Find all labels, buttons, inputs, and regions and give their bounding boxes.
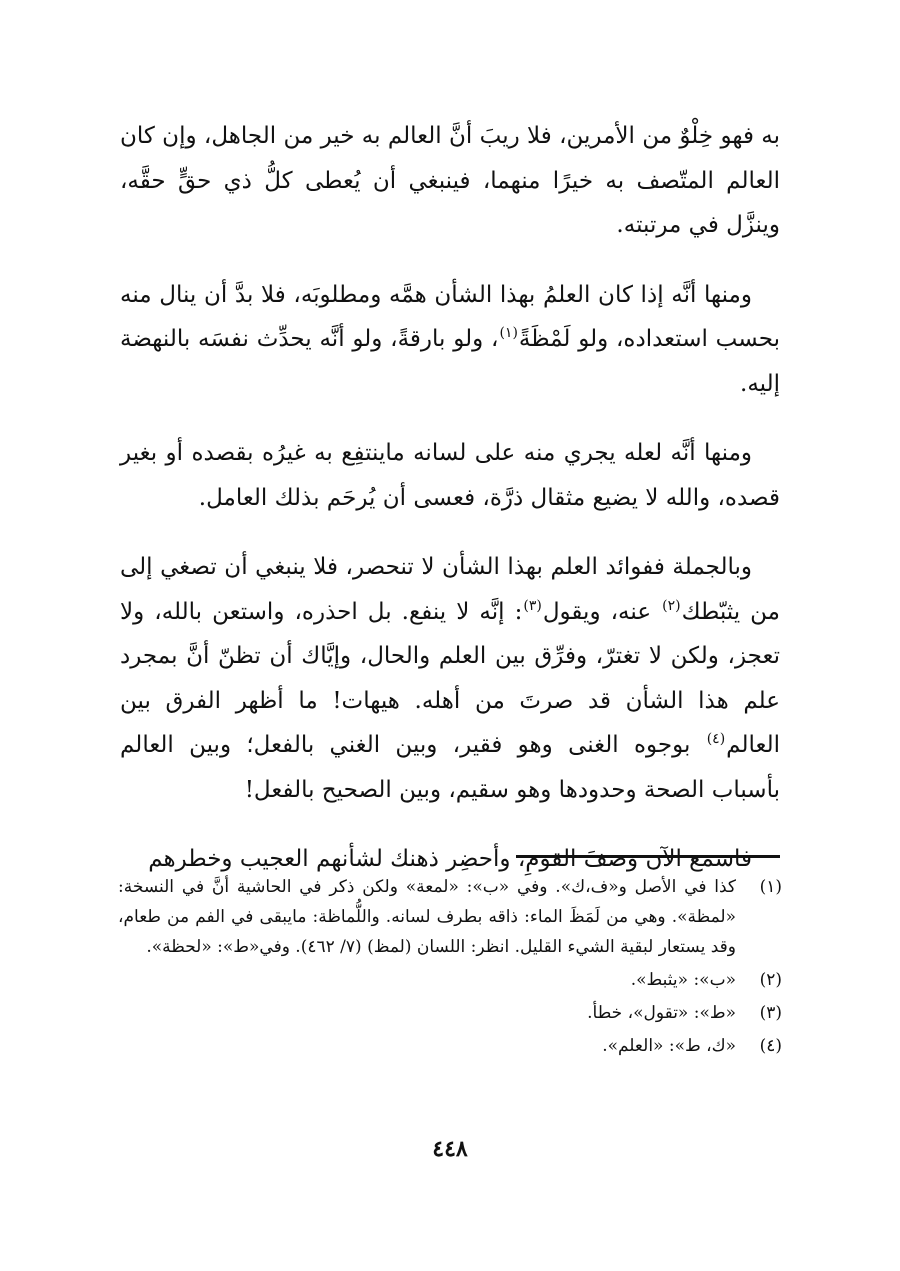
paragraph-3 xyxy=(120,431,780,520)
footnote-ref-4[interactable]: (٤) xyxy=(706,731,726,748)
paragraph-4-text-b: عنه، ويقول xyxy=(542,598,662,625)
footnote-4 xyxy=(118,1031,782,1061)
paragraph-1-text: به فهو خِلْوٌ من الأمرين، فلا ريبَ أنَّ العالم به خير من الجاهل، وإن كان العالم المتّصف به خيرًا منهما، فينبغي أن يُعطى كلُّ ذي حقٍّ حقَّه، وينزَّل في مرتبته. xyxy=(120,123,780,238)
main-text xyxy=(120,114,780,907)
page-number: ٤٤٨ xyxy=(432,1136,468,1162)
footnote-ref-3[interactable]: (٣) xyxy=(523,597,542,614)
paragraph-4-text-d: بوجوه الغنى وهو فقير، وبين الغني بالفعل؛ وبين العالم بأسباب الصحة وحدودها وهو سقيم، وبين الصحيح بالفعل! xyxy=(120,732,780,803)
paragraph-2 xyxy=(120,273,780,407)
paragraph-2-text-b: ، ولو بارقةً، ولو أنَّه يحدِّث نفسَه بالنهضة إليه. xyxy=(120,326,780,397)
footnote-number: (٣) xyxy=(759,1003,782,1023)
paragraph-3-text: ومنها أنَّه لعله يجري منه على لسانه ماينتفِع به غيرُه بقصده أو بغير قصده، والله لا يضيع مثقال ذرَّة، فعسى أن يُرحَم بذلك العامل. xyxy=(120,440,780,511)
footnote-separator xyxy=(516,855,780,858)
footnote-ref-1[interactable]: (١) xyxy=(499,325,518,342)
footnote-2 xyxy=(118,965,782,995)
paragraph-4-text-c: : إنَّه لا ينفع. بل احذره، واستعن بالله، ولا تعجز، ولكن لا تغترّ، وفرِّق بين العلم والحال، وإيَّاك أن تظنّ أنَّ بمجرد علم هذا الشأن قد صرتَ من أهله. هيهات! ما أظهر الفرق بين العالم xyxy=(120,598,780,758)
paragraph-4-text-a: وبالجملة ففوائد العلم بهذا الشأن لا تنحصر، فلا ينبغي أن تصغي إلى من يثبّطك xyxy=(120,554,780,625)
footnote-text: كذا في الأصل و«ف،ك». وفي «ب»: «لمعة» ولكن ذكر في الحاشية أنَّ في النسخة: «لمظة». وهي من لَمَظَ الماء: ذاقه بطرف لسانه. واللُّماظة: مايبقى في الفم من طعام، وقد يستعار لبقية الشيء القليل. انظر: اللسان (لمظ) (٧/ ٤٦٢). وفي«ط»: «لحظة». xyxy=(118,877,736,957)
footnotes xyxy=(118,872,782,1064)
footnote-number: (٤) xyxy=(759,1036,782,1056)
footnote-number: (١) xyxy=(759,877,782,897)
paragraph-2-text-a: ومنها أنَّه إذا كان العلمُ بهذا الشأن همَّه ومطلوبَه، فلا بدَّ أن ينال منه بحسب استعداده، ولو لَمْظَةً xyxy=(120,281,781,352)
footnote-1 xyxy=(118,872,782,962)
footnote-ref-2[interactable]: (٢) xyxy=(662,597,681,614)
paragraph-4 xyxy=(120,545,780,812)
footnote-3 xyxy=(118,998,782,1028)
footnote-text: «ب»: «يثبط». xyxy=(630,970,736,990)
footnote-text: «ك، ط»: «العلم». xyxy=(602,1036,736,1056)
paragraph-1 xyxy=(120,114,780,248)
footnote-number: (٢) xyxy=(759,970,782,990)
footnote-text: «ط»: «تقول»، خطأ. xyxy=(587,1003,736,1023)
paragraph-5-text: فاسمع الآن وصفَ القومِ، وأحضِر ذهنك لشأنهم العجيب وخطرهم xyxy=(148,846,752,872)
